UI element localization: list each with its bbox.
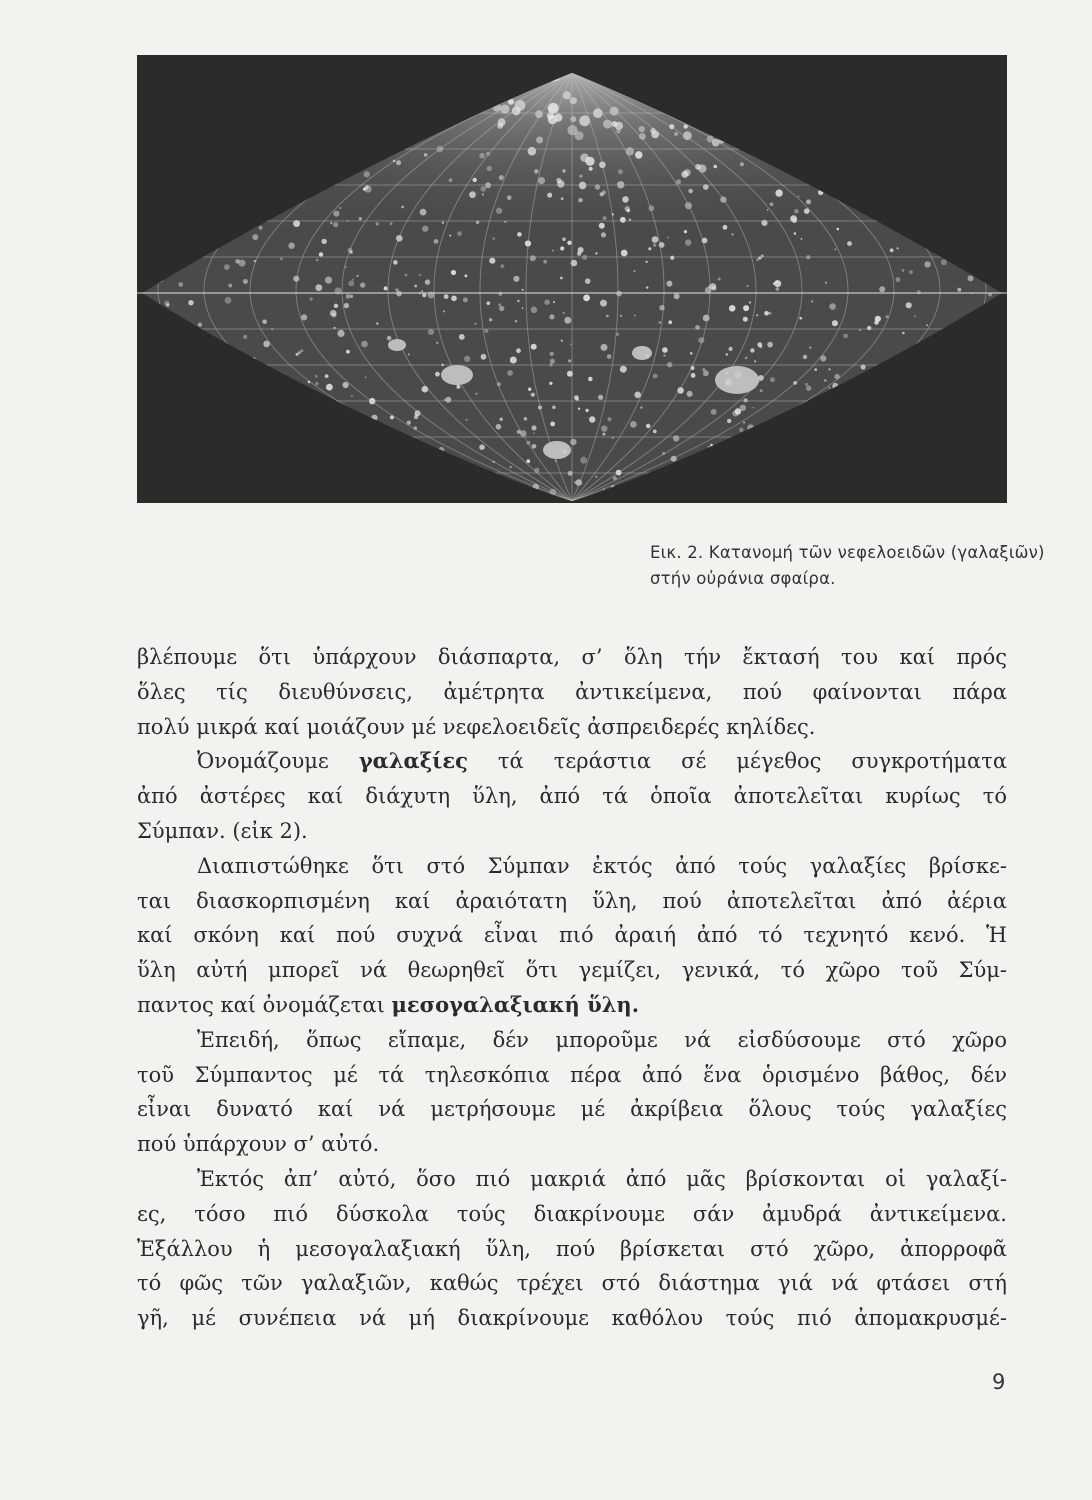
sky-map-image — [137, 55, 1007, 503]
bold-term: μεσογαλαξιακή ὕλη. — [391, 991, 640, 1017]
text-segment: καί σκόνη καί πού συχνά εἶναι πιό ἀραιή ἀπό τό τεχνητό κενό. Ἡ — [137, 923, 1007, 948]
bold-term: γαλαξίες — [358, 748, 468, 774]
text-line — [137, 779, 1007, 814]
text-segment: εἶναι δυνατό καί νά μετρήσουμε μέ ἀκρίβεια ὅλους τούς γαλαξίες — [137, 1097, 1007, 1122]
text-segment: Διαπιστώθηκε ὅτι στό Σύμπαν ἐκτός ἀπό τούς γαλαξίες βρίσκε- — [197, 853, 1007, 878]
text-segment: γῆ, μέ συνέπεια νά μή διακρίνουμε καθόλου τούς πιό ἀπομακρυσμέ- — [137, 1306, 1007, 1331]
text-segment: Ἐξάλλου ἡ μεσογαλαξιακή ὕλη, πού βρίσκεται στό χῶρο, ἀπορροφᾶ — [137, 1236, 1007, 1261]
text-line — [137, 849, 1007, 884]
text-line — [137, 1301, 1007, 1336]
text-line — [137, 953, 1007, 988]
text-segment: ἀπό ἀστέρες καί διάχυτη ὕλη, ἀπό τά ὁποῖα ἀποτελεῖται κυρίως τό — [137, 784, 1007, 809]
text-segment: Ἐκτός ἀπ’ αὐτό, ὅσο πιό μακριά ἀπό μᾶς βρίσκονται οἱ γαλαξί- — [197, 1166, 1007, 1191]
text-line — [137, 1058, 1007, 1093]
page-number: 9 — [992, 1370, 1006, 1394]
caption-line-1: Εικ. 2. Κατανομή τῶν νεφελοειδῶν (γαλαξιῶν) — [650, 543, 1045, 562]
text-segment: πολύ μικρά καί μοιάζουν μέ νεφελοειδεῖς ἀσπρειδερές κηλίδες. — [137, 714, 816, 739]
text-segment: ὕλη αὐτή μπορεῖ νά θεωρηθεῖ ὅτι γεμίζει, γενικά, τό χῶρο τοῦ Σύμ- — [137, 958, 1007, 983]
text-segment: ὅλες τίς διευθύνσεις, ἀμέτρητα ἀντικείμενα, πού φαίνονται πάρα — [137, 679, 1007, 704]
text-line — [137, 1127, 1007, 1162]
text-line — [137, 884, 1007, 919]
text-segment: ες, τόσο πιό δύσκολα τούς διακρίνουμε σάν ἀμυδρά ἀντικείμενα. — [137, 1201, 1007, 1226]
text-segment: Ἐπειδή, ὅπως εἴπαμε, δέν μποροῦμε νά εἰσδύσουμε στό χῶρο — [197, 1027, 1007, 1052]
text-line — [137, 640, 1007, 675]
text-line — [137, 744, 1007, 779]
text-line — [137, 1197, 1007, 1232]
text-line — [137, 1232, 1007, 1267]
text-line — [137, 814, 1007, 849]
body-text — [137, 640, 1007, 1336]
figure-caption — [650, 540, 1080, 592]
text-line — [137, 1023, 1007, 1058]
text-segment: Ὀνομάζουμε — [197, 749, 359, 774]
text-line — [137, 1092, 1007, 1127]
text-line — [137, 1162, 1007, 1197]
text-segment: Σύμπαν. (εἰκ 2). — [137, 818, 308, 843]
caption-line-2: στήν οὐράνια σφαίρα. — [650, 569, 836, 588]
text-segment: πού ὑπάρχουν σ’ αὐτό. — [137, 1132, 380, 1157]
text-segment: ται διασκορπισμένη καί ἀραιότατη ὕλη, πού ἀποτελεῖται ἀπό ἀέρια — [137, 888, 1007, 913]
text-line — [137, 918, 1007, 953]
galaxy-distribution-figure — [137, 55, 1007, 503]
text-line — [137, 710, 1007, 745]
text-segment: παντος καί ὀνομάζεται — [137, 992, 392, 1017]
text-segment: τό φῶς τῶν γαλαξιῶν, καθώς τρέχει στό διάστημα γιά νά φτάσει στή — [137, 1271, 1007, 1296]
text-segment: βλέπουμε ὅτι ὑπάρχουν διάσπαρτα, σ’ ὅλη τήν ἔκτασή του καί πρός — [137, 645, 1007, 669]
text-line — [137, 1266, 1007, 1301]
text-segment: τά τεράστια σέ μέγεθος συγκροτήματα — [467, 749, 1007, 774]
text-line — [137, 988, 1007, 1023]
text-line — [137, 675, 1007, 710]
text-segment: τοῦ Σύμπαντος μέ τά τηλεσκόπια πέρα ἀπό ἕνα ὁρισμένο βάθος, δέν — [137, 1062, 1007, 1087]
